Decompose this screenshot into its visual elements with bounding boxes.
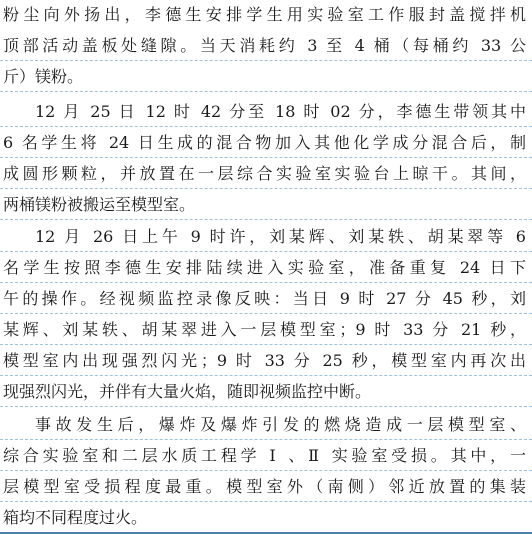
text-line: 现强烈闪光，并伴有大量火焰，随即视频监控中断。 [3,382,372,401]
line-divider [0,126,532,127]
text-line: 顶部活动盖板处缝隙。当天消耗约 3 至 4 桶（每桶约 33 公 [3,36,526,55]
line-divider [0,60,532,61]
line-divider [0,157,532,158]
text-line: 午的操作。经视频监控录像反映：当日 9 时 27 分 45 秒，刘 [3,289,526,308]
line-divider [0,501,532,502]
line-divider [0,344,532,345]
paragraph-first-line: 12 月 26 日上午 9 时许，刘某辉、刘某轶、胡某翠等 6 [35,227,526,246]
text-line: 粉尘向外扬出，李德生安排学生用实验室工作服封盖搅拌机 [3,5,526,24]
line-divider [0,470,532,471]
text-line: 名学生按照李德生安排陆续进入实验室，准备重复 24 日下 [3,258,526,277]
text-line: 斤）镁粉。 [3,67,84,86]
text-line: 某辉、刘某轶、胡某翠进入一层模型室；9 时 33 分 21 秒， [3,320,526,339]
text-line: 模型室内出现强烈闪光；9 时 33 分 25 秒，模型室内再次出 [3,351,526,370]
line-divider [0,251,532,252]
text-line: 两桶镁粉被搬运至模型室。 [3,195,196,214]
line-divider [0,439,532,440]
line-divider [0,406,532,407]
line-divider [0,282,532,283]
text-line: 层模型室受损程度最重。模型室外（南侧）邻近放置的集装 [3,477,526,496]
text-line: 综合实验室和二层水质工程学 Ⅰ 、Ⅱ 实验室受损。其中，一 [3,446,526,465]
line-divider [0,188,532,189]
paragraph-first-line: 事故发生后，爆炸及爆炸引发的燃烧造成一层模型室、 [35,415,526,434]
line-divider [0,219,532,220]
line-divider [0,313,532,314]
text-line: 箱均不同程度过火。 [3,508,148,527]
text-line: 6 名学生将 24 日生成的混合物加入其他化学成分混合后，制 [3,133,526,152]
text-line: 成圆形颗粒，并放置在一层综合实验室实验台上晾干。其间， [3,164,526,183]
paragraph-first-line: 12 月 25 日 12 时 42 分至 18 时 02 分，李德生带领其中 [35,102,526,121]
line-divider [0,375,532,376]
line-divider [0,91,532,92]
